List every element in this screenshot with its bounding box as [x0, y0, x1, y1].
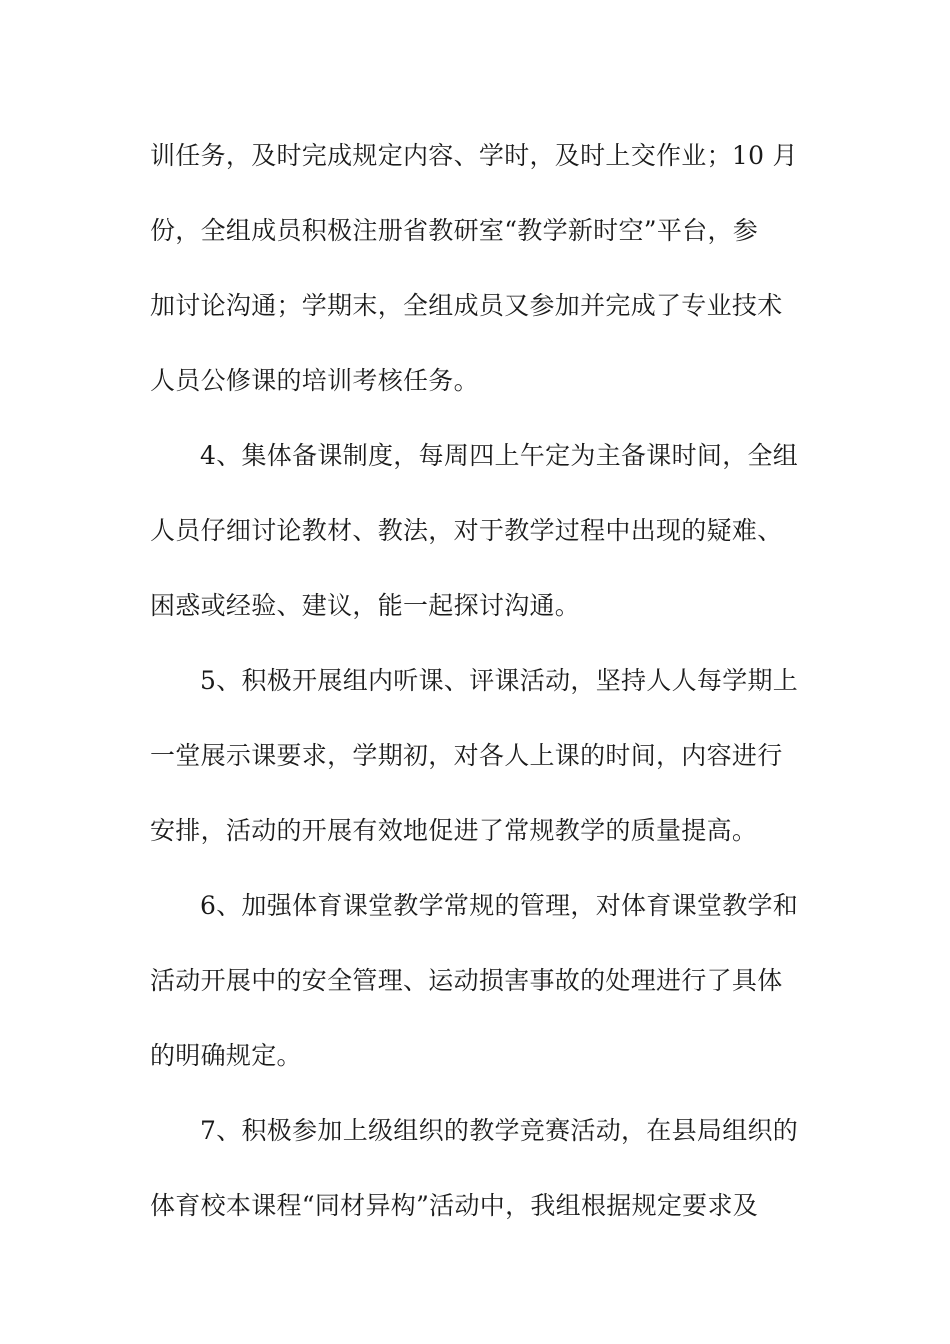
- text-line: 人员公修课的培训考核任务。: [150, 366, 479, 395]
- text-line: 困惑或经验、建议，能一起探讨沟通。: [150, 591, 581, 620]
- text-line: 5、积极开展组内听课、评课活动，坚持人人每学期上: [200, 666, 799, 695]
- paragraph-item-7: [150, 1093, 820, 1243]
- text-line: 6、加强体育课堂教学常规的管理，对体育课堂教学和: [200, 891, 799, 920]
- text-line: 7、积极参加上级组织的教学竞赛活动，在县局组织的: [200, 1116, 799, 1145]
- paragraph-continuation: [150, 118, 820, 418]
- text-line: 人员仔细讨论教材、教法，对于教学过程中出现的疑难、: [150, 516, 783, 545]
- paragraph-item-6: [150, 868, 820, 1093]
- text-line: 训任务，及时完成规定内容、学时，及时上交作业；10 月: [150, 141, 798, 170]
- text-line: 活动开展中的安全管理、运动损害事故的处理进行了具体: [150, 966, 783, 995]
- document-body: [150, 118, 820, 1243]
- text-line: 份，全组成员积极注册省教研室“教学新时空”平台，参: [150, 216, 759, 245]
- paragraph-item-5: [150, 643, 820, 868]
- text-line: 的明确规定。: [150, 1041, 302, 1070]
- text-line: 4、集体备课制度，每周四上午定为主备课时间，全组: [200, 441, 799, 470]
- text-line: 一堂展示课要求，学期初，对各人上课的时间，内容进行: [150, 741, 783, 770]
- text-line: 加讨论沟通；学期末，全组成员又参加并完成了专业技术: [150, 291, 783, 320]
- text-line: 安排，活动的开展有效地促进了常规教学的质量提高。: [150, 816, 758, 845]
- paragraph-item-4: [150, 418, 820, 643]
- text-line: 体育校本课程“同材异构”活动中，我组根据规定要求及: [150, 1191, 759, 1220]
